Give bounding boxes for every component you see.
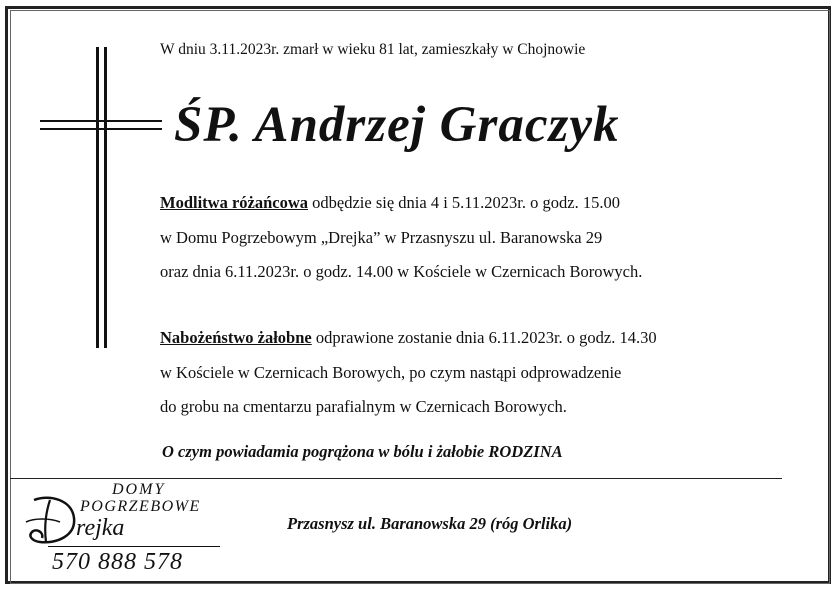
- logo-name-rest: rejka: [76, 515, 125, 541]
- intro-text: W dniu 3.11.2023r. zmarł w wieku 81 lat, zamieszkały w Chojnowie: [160, 41, 586, 58]
- footer-divider: [10, 478, 782, 479]
- logo-line-pogrzebowe: POGRZEBOWE: [80, 498, 201, 515]
- service-line3: do grobu na cmentarzu parafialnym w Czernicach Borowych.: [160, 397, 567, 416]
- rosary-line3: oraz dnia 6.11.2023r. o godz. 14.00 w Kościele w Czernicach Borowych.: [160, 262, 643, 281]
- logo-line-domy: DOMY: [112, 481, 166, 498]
- address-text: Przasnysz ul. Baranowska 29 (róg Orlika): [287, 514, 573, 533]
- service-line1: odprawione zostanie dnia 6.11.2023r. o godz. 14.30: [311, 328, 657, 347]
- service-paragraph: [160, 321, 657, 425]
- deceased-name: ŚP. Andrzej Graczyk: [174, 97, 620, 153]
- script-d-icon: [20, 492, 80, 548]
- rosary-paragraph: [160, 186, 642, 290]
- service-lead: Nabożeństwo żałobne: [160, 328, 312, 347]
- logo-underline: [48, 546, 220, 547]
- service-line2: w Kościele w Czernicach Borowych, po czym nastąpi odprowadzenie: [160, 362, 622, 382]
- closing-line: O czym powiadamia pogrążona w bólu i żałobie RODZINA: [162, 442, 563, 461]
- rosary-line2: w Domu Pogrzebowym „Drejka” w Przasnyszu ul. Baranowska 29: [160, 227, 603, 247]
- rosary-line1: odbędzie się dnia 4 i 5.11.2023r. o godz. 15.00: [308, 193, 620, 212]
- rosary-lead: Modlitwa różańcowa: [160, 193, 309, 212]
- phone-number: 570 888 578: [52, 549, 183, 575]
